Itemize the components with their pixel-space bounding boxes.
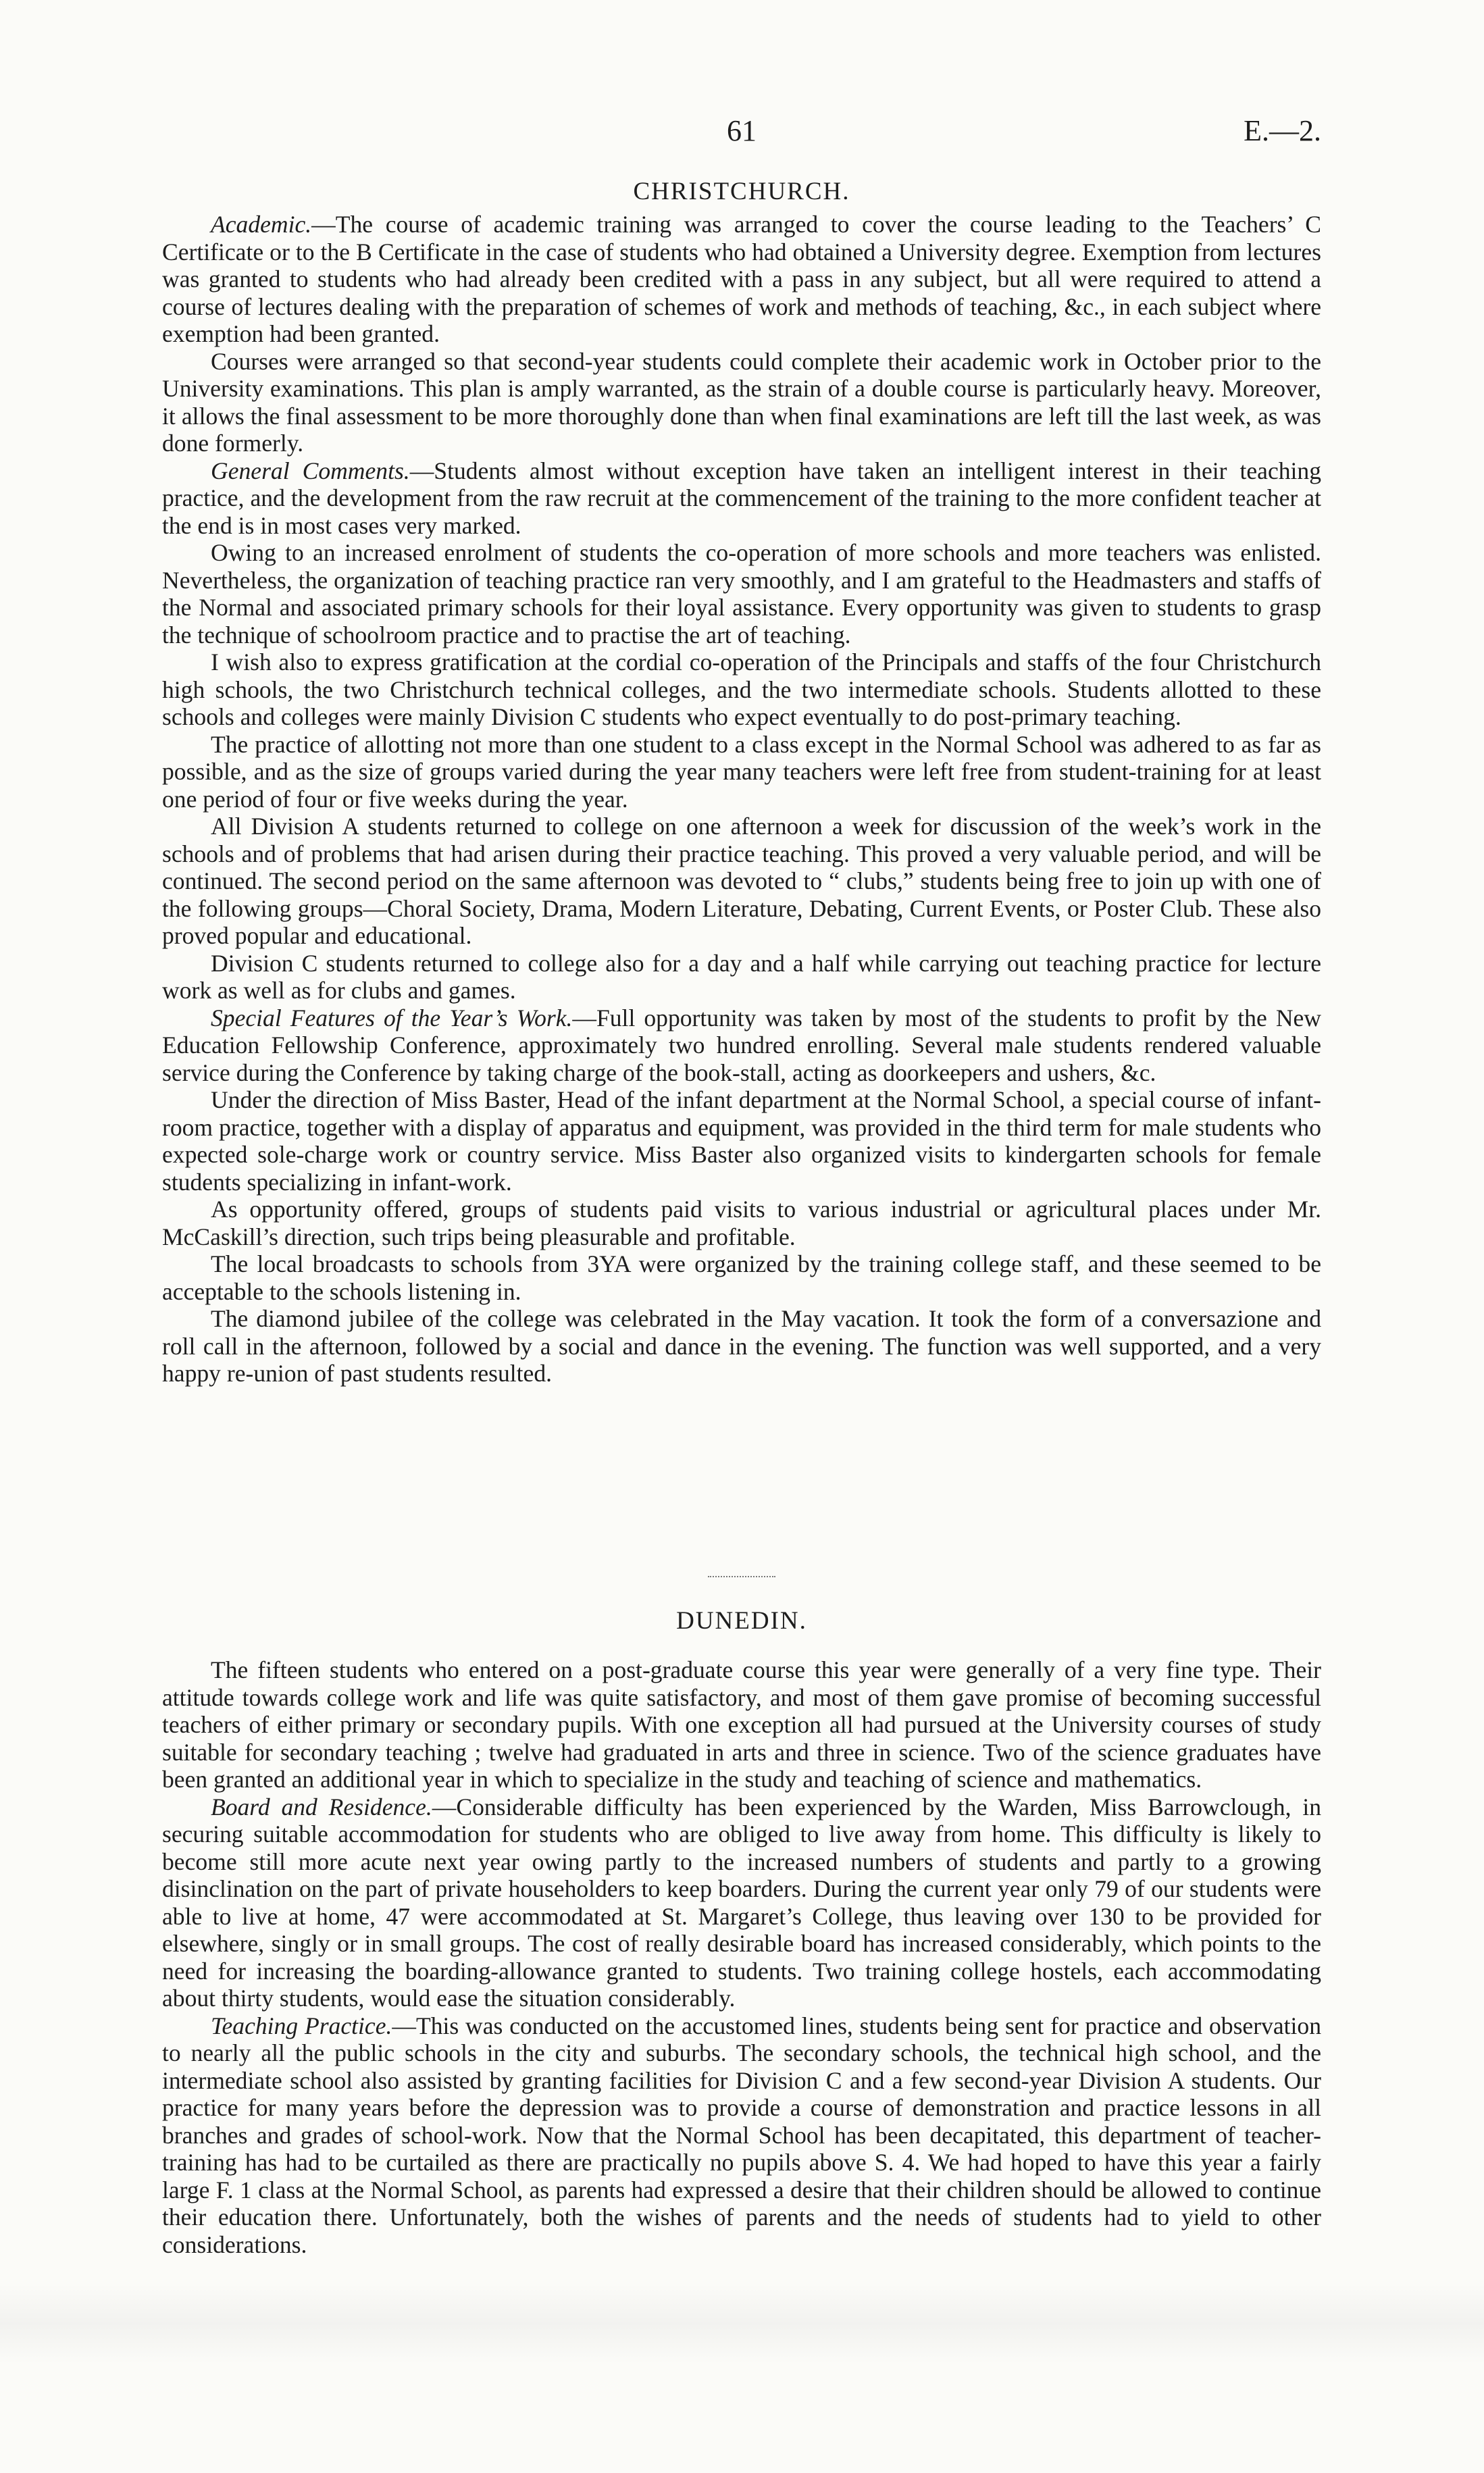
paragraph-lead: Academic.	[211, 211, 312, 238]
dunedin-section	[162, 1656, 1321, 2258]
paragraph-text: Courses were arranged so that second-year students could complete their academic work in October prior to the University examinations. This plan is amply warranted, as the strain of a double course is particularly heavy. Moreover, it allows the final assessment to be more thoroughly done than when final examinations are left till the last week, as was done formerly.	[162, 347, 1321, 457]
page-header	[162, 113, 1321, 154]
paragraph	[162, 1793, 1321, 2012]
paragraph	[162, 211, 1321, 348]
paragraph-text: Division C students returned to college also for a day and a half while carrying out teaching practice for lecture work as well as for clubs and games.	[162, 949, 1321, 1004]
paragraph	[162, 2012, 1321, 2259]
document-reference: E.—2.	[1244, 114, 1321, 147]
paragraph-text: —The course of academic training was arranged to cover the course leading to the Teachers’ C Certificate or to the B Certificate in the case of students who had obtained a University degree. Exemption from lectures was granted to students who had already been credited with a pass in any subject, but all were required to attend a course of lectures dealing with the preparation of schemes of work and methods of teaching, &c., in each subject where exemption had been granted.	[162, 211, 1321, 347]
paragraph	[162, 1004, 1321, 1087]
paragraph	[162, 1196, 1321, 1250]
paragraph-text: The local broadcasts to schools from 3YA were organized by the training college staff, and these seemed to be acceptable to the schools listening in.	[162, 1250, 1321, 1305]
paragraph-lead: Board and Residence.	[211, 1793, 432, 1820]
paragraph	[162, 348, 1321, 457]
paragraph-text: The diamond jubilee of the college was celebrated in the May vacation. It took the form of a conversazione and roll call in the afternoon, followed by a social and dance in the evening. The function was well supported, and a very happy re-union of past students resulted.	[162, 1305, 1321, 1387]
paragraph	[162, 1086, 1321, 1196]
paragraph-lead: General Comments.	[211, 457, 410, 484]
paragraph	[162, 1250, 1321, 1305]
paragraph	[162, 457, 1321, 540]
paragraph-text: —Considerable difficulty has been experienced by the Warden, Miss Barrowclough, in securing suitable accommodation for students who are obliged to live away from home. This difficulty is likely to become still more acute next year owing partly to the increased numbers of students and partly to a growing disinclination on the part of private householders to keep boarders. During the current year only 79 of our students were able to live at home, 47 were accommodated at St. Margaret’s College, thus leaving over 130 to be provided for elsewhere, singly or in small groups. The cost of really desirable board has increased considerably, which points to the need for increasing the boarding-allowance granted to students. Two training college hostels, each accommodating about thirty students, would ease the situation considerably.	[162, 1793, 1321, 2012]
section-divider	[708, 1576, 775, 1577]
page-number: 61	[727, 114, 757, 147]
paragraph-lead: Teaching Practice.	[211, 2012, 392, 2039]
paragraph-text: The fifteen students who entered on a post-graduate course this year were generally of a very fine type. Their attitude towards college work and life was quite satisfactory, and most of them gave promise of becoming successful teachers of either primary or secondary pupils. With one exception all had pursued at the University courses of study suitable for secondary teaching ; twelve had graduated in arts and three in science. Two of the science graduates have been granted an additional year in which to specialize in the study and teaching of science and mathematics.	[162, 1656, 1321, 1793]
paragraph-lead: Special Features of the Year’s Work.	[211, 1004, 573, 1031]
section-title-dunedin: DUNEDIN.	[676, 1607, 807, 1635]
paragraph-text: —Full opportunity was taken by most of the students to profit by the New Education Fellowship Conference, approximately two hundred enrolling. Several male students rendered valuable service during the Conference by taking charge of the book-stall, acting as doorkeepers and ushers, &c.	[162, 1004, 1322, 1086]
section-title-christchurch: CHRISTCHURCH.	[633, 178, 850, 205]
document-page	[162, 0, 1321, 2473]
christchurch-section	[162, 211, 1321, 1387]
paragraph-text: Under the direction of Miss Baster, Head of the infant department at the Normal School, a special course of infant-room practice, together with a display of apparatus and equipment, was provided in the third term for male students who expected sole-charge work or country service. Miss Baster also organized visits to kindergarten schools for female students specializing in infant-work.	[162, 1086, 1321, 1196]
paragraph	[162, 731, 1321, 813]
paragraph-text: As opportunity offered, groups of students paid visits to various industrial or agricultural places under Mr. McCaskill’s direction, such trips being pleasurable and profitable.	[162, 1196, 1321, 1250]
paragraph-text: —This was conducted on the accustomed lines, students being sent for practice and observation to nearly all the public schools in the city and suburbs. The secondary schools, the technical high school, and the intermediate school also assisted by granting facilities for Division C and a few second-year Division A students. Our practice for many years before the depression was to provide a course of demonstration and practice lessons in all branches and grades of school-work. Now that the Normal School has been decapitated, this department of teacher-training has had to be curtailed as there are practically no pupils above S. 4. We had hoped to have this year a fairly large F. 1 class at the Normal School, as parents had expressed a desire that their children should be allowed to continue their education there. Unfortunately, both the wishes of parents and the needs of students had to yield to other considerations.	[162, 2012, 1322, 2258]
paragraph-text: I wish also to express gratification at the cordial co-operation of the Principals and staffs of the four Christchurch high schools, the two Christchurch technical colleges, and the two intermediate schools. Students allotted to these schools and colleges were mainly Division C students who expect eventually to do post-primary teaching.	[162, 648, 1321, 730]
paragraph	[162, 813, 1321, 950]
paragraph-text: The practice of allotting not more than one student to a class except in the Normal School was adhered to as far as possible, and as the size of groups varied during the year many teachers were left free from student-training for at least one period of four or five weeks during the year.	[162, 730, 1321, 813]
paragraph-text: Owing to an increased enrolment of students the co-operation of more schools and more teachers was enlisted. Nevertheless, the organization of teaching practice ran very smoothly, and I am grateful to the Headmasters and staffs of the Normal and associated primary schools for their loyal assistance. Every opportunity was given to students to grasp the technique of schoolroom practice and to practise the art of teaching.	[162, 539, 1321, 648]
paragraph-text: All Division A students returned to college on one afternoon a week for discussion of the week’s work in the schools and of problems that had arisen during their practice teaching. This proved a very valuable period, and will be continued. The second period on the same afternoon was devoted to “ clubs,” students being free to join up with one of the following groups—Choral Society, Drama, Modern Literature, Debating, Current Events, or Poster Club. These also proved popular and educational.	[162, 813, 1321, 949]
paragraph	[162, 950, 1321, 1004]
paragraph	[162, 1305, 1321, 1387]
paragraph	[162, 1656, 1321, 1793]
paragraph-text: —Students almost without exception have taken an intelligent interest in their teaching practice, and the development from the raw recruit at the commencement of the training to the more confident teacher at the end is in most cases very marked.	[162, 457, 1322, 539]
paragraph	[162, 539, 1321, 648]
paragraph	[162, 648, 1321, 731]
